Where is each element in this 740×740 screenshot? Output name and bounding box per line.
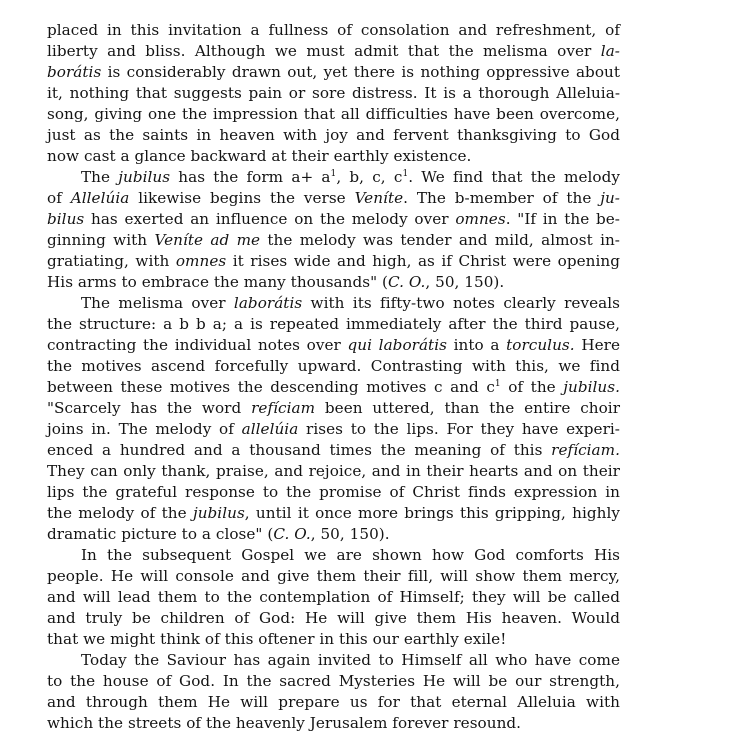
text-line: song, giving one the impression that all difficulties have been overcome, bbox=[47, 105, 620, 123]
text-line: gratiating, with omnes it rises wide and high, as if Christ were opening bbox=[47, 252, 620, 270]
text-line: lips the grateful response to the promise of Christ finds expression in bbox=[47, 483, 620, 501]
text-line: it, nothing that suggests pain or sore distress. It is a thorough Alleluia- bbox=[47, 84, 620, 102]
text-line: His arms to embrace the many thousands" (C. O., 50, 150). bbox=[47, 273, 505, 291]
text-line: that we might think of this oftener in this our earthly exile! bbox=[47, 630, 507, 648]
text-line: contracting the individual notes over qui laborátis into a torculus. Here bbox=[47, 336, 620, 354]
text-line: joins in. The melody of allelúia rises to the lips. For they have experi- bbox=[47, 420, 620, 438]
text-line: dramatic picture to a close" (C. O., 50, 150). bbox=[47, 525, 390, 543]
text-line: and will lead them to the contemplation of Himself; they will be called bbox=[47, 588, 620, 606]
text-line: just as the saints in heaven with joy and fervent thanksgiving to God bbox=[47, 126, 620, 144]
text-line: liberty and bliss. Although we must admit that the melisma over la- bbox=[47, 42, 620, 60]
text-line: enced a hundred and a thousand times the meaning of this refíciam. bbox=[47, 441, 620, 459]
text-line: placed in this invitation a fullness of consolation and refreshment, of bbox=[47, 21, 620, 39]
text-line: of Allelúia likewise begins the verse Veníte. The b-member of the ju- bbox=[47, 189, 620, 207]
text-line: to the house of God. In the sacred Mysteries He will be our strength, bbox=[47, 672, 620, 690]
text-line: bilus has exerted an influence on the melody over omnes. "If in the be- bbox=[47, 210, 620, 228]
text-line: and through them He will prepare us for that eternal Alleluia with bbox=[47, 693, 620, 711]
text-line: people. He will console and give them their fill, will show them mercy, bbox=[47, 567, 620, 585]
text-line: now cast a glance backward at their earthly existence. bbox=[47, 147, 472, 165]
text-line: The jubilus has the form $a+ a^1$, b, c, $c^1$. We find that the melody bbox=[81, 168, 620, 186]
text-line: The melisma over laborátis with its fifty-two notes clearly reveals bbox=[81, 294, 620, 312]
text-line: the melody of the jubilus, until it once more brings this gripping, highly bbox=[47, 504, 620, 522]
text-line: In the subsequent Gospel we are shown how God comforts His bbox=[81, 546, 620, 564]
text-line: the structure: a b b a; a is repeated immediately after the third pause, bbox=[47, 315, 620, 333]
text-line: the motives ascend forcefully upward. Contrasting with this, we find bbox=[47, 357, 620, 375]
text-line: They can only thank, praise, and rejoice, and in their hearts and on their bbox=[47, 462, 620, 480]
text-line: ginning with Veníte ad me the melody was tender and mild, almost in- bbox=[47, 231, 620, 249]
text-line: borátis is considerably drawn out, yet there is nothing oppressive about bbox=[47, 63, 620, 81]
text-line: which the streets of the heavenly Jerusalem forever resound. bbox=[47, 714, 522, 732]
text-line: between these motives the descending motives c and $c^1$ of the jubilus. bbox=[47, 378, 620, 396]
text-line: and truly be children of God: He will give them His heaven. Would bbox=[47, 609, 620, 627]
text-line: "Scarcely has the word refíciam been uttered, than the entire choir bbox=[47, 399, 621, 417]
text-line: Today the Saviour has again invited to Himself all who have come bbox=[81, 651, 620, 669]
